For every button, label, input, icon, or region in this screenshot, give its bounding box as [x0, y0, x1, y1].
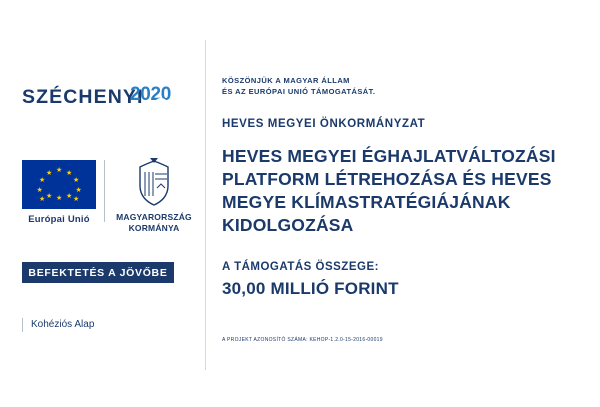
government-label-line2: KORMÁNYA: [128, 223, 180, 233]
government-label-line1: MAGYARORSZÁG: [116, 212, 192, 222]
szechenyi-2020-logo: [22, 78, 182, 134]
thanks-line-1: KÖSZÖNJÜK A MAGYAR ÁLLAM: [222, 76, 350, 85]
government-label: [113, 212, 195, 234]
investment-badge: BEFEKTETÉS A JÖVŐBE: [22, 262, 174, 283]
government-block: [113, 158, 195, 234]
grant-amount-label: A TÁMOGATÁS ÖSSZEGE:: [222, 261, 379, 273]
eu-label: Európai Unió: [28, 214, 90, 225]
szechenyi-year: 2020: [130, 84, 172, 105]
grant-amount-value: 30,00 MILLIÓ FORINT: [222, 279, 399, 298]
logo-divider: [104, 160, 105, 222]
eu-flag-icon: ★ ★ ★ ★ ★ ★ ★ ★ ★ ★ ★ ★: [22, 160, 96, 209]
fund-label: Kohéziós Alap: [22, 318, 94, 332]
column-separator: [205, 40, 206, 370]
project-headline: HEVES MEGYEI ÉGHAJLATVÁLTOZÁSI PLATFORM LÉTREHOZÁSA ÉS HEVES MEGYE KLÍMASTRATÉGIÁJÁNAK KIDOLGOZÁSA: [222, 146, 556, 235]
szechenyi-wordmark: SZÉCHENYI: [22, 86, 144, 108]
thanks-text: [222, 75, 375, 97]
location-pin-hole-icon: [154, 98, 168, 112]
hungary-coat-of-arms-icon: [136, 158, 172, 208]
eu-block: [22, 160, 96, 225]
thanks-line-2: ÉS AZ EURÓPAI UNIÓ TÁMOGATÁSÁT.: [222, 87, 376, 96]
project-identifier: A PROJEKT AZONOSÍTÓ SZÁMA: KEHOP-1.2.0-15-2016-00019: [222, 337, 383, 343]
left-logo-column: [0, 0, 205, 407]
organization-name: HEVES MEGYEI ÖNKORMÁNYZAT: [222, 118, 426, 130]
